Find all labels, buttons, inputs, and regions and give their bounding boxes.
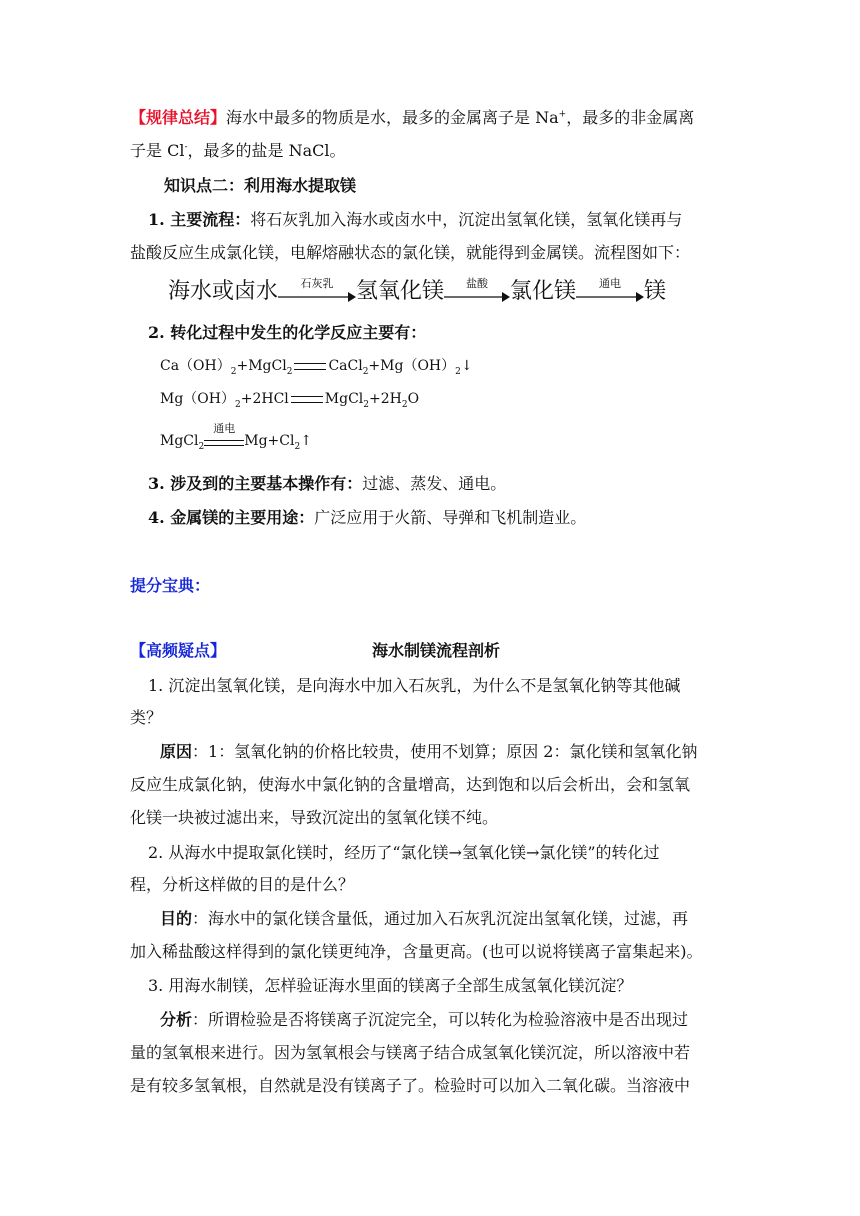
item-1-line-1	[148, 210, 682, 230]
flow-node-magnesium: 镁	[644, 279, 667, 304]
arrow-right-icon	[444, 291, 510, 303]
item-4	[148, 508, 586, 528]
faq-title: 海水制镁流程剖析	[372, 641, 501, 660]
eq2-reactant-b: +2HCl	[240, 391, 289, 407]
a3-label: 分析	[160, 1010, 193, 1029]
a1-label: 原因	[160, 742, 193, 761]
equation-2	[160, 390, 419, 408]
a3-text-1: ：所谓检验是否将镁离子沉淀完全，可以转化为检验溶液中是否出现过	[192, 1010, 689, 1029]
item-4-label: 4. 金属镁的主要用途：	[148, 508, 315, 527]
summary-text-2b: ，最多的盐是 NaCl。	[187, 141, 346, 160]
eq1-reactant-a: Ca（OH）	[160, 358, 231, 374]
a1-line-1	[160, 742, 697, 762]
a3-line-3: 是有较多氢氧根，自然就是没有镁离子了。检验时可以加入二氧化碳。当溶液中	[130, 1076, 691, 1095]
summary-text-1: 海水中最多的物质是水，最多的金属离子是 Na	[226, 108, 559, 127]
flow-node-mg-hydroxide: 氢氧化镁	[356, 279, 445, 304]
flow-arrow-1	[278, 272, 356, 312]
item-3-text: 过滤、蒸发、通电。	[362, 474, 507, 493]
cl-superscript: -	[184, 142, 188, 153]
flow-node-seawater: 海水或卤水	[168, 279, 279, 304]
summary-line-2	[130, 141, 346, 161]
a2-line-1	[160, 909, 688, 929]
arrow-right-icon	[278, 291, 356, 303]
equation-3	[160, 422, 312, 452]
eq2-reactant-a: Mg（OH）	[160, 391, 235, 407]
equals-sign	[204, 440, 244, 446]
condition-equals	[204, 422, 244, 450]
item-4-text: 广泛应用于火箭、导弹和飞机制造业。	[314, 508, 587, 527]
arrow-right-icon	[576, 291, 644, 303]
a1-text-1: ：1：氢氧化钠的价格比较贵，使用不划算；原因 2：氯化镁和氢氧化钠	[192, 742, 698, 761]
eq1-sub-4: 2	[455, 366, 461, 377]
q3-line-1: 3. 用海水制镁，怎样验证海水里面的镁离子全部生成氢氧化镁沉淀？	[148, 976, 633, 995]
flow-arrow-2-label: 盐酸	[466, 277, 489, 290]
eq3-product: Mg+Cl	[244, 433, 295, 449]
a2-label: 目的	[160, 909, 193, 928]
flow-arrow-3	[576, 272, 644, 312]
flow-arrow-1-label: 石灰乳	[300, 277, 334, 290]
summary-text-2a: 子是 Cl	[130, 141, 185, 160]
eq3-reactant: MgCl	[160, 433, 199, 449]
item-1-text-1: 将石灰乳加入海水或卤水中，沉淀出氢氧化镁，氢氧化镁再与	[250, 210, 683, 229]
item-2-label: 2. 转化过程中发生的化学反应主要有：	[148, 323, 427, 342]
eq1-sub-2: 2	[286, 366, 293, 377]
summary-line-1	[130, 108, 694, 128]
faq-tag: 【高频疑点】	[130, 641, 227, 660]
process-flow	[168, 272, 666, 312]
a1-line-2: 反应生成氯化钠，使海水中氯化钠的含量增高，达到饱和以后会析出，会和氢氧	[130, 775, 691, 794]
eq1-sub-1: 2	[230, 366, 237, 377]
eq2-sub-3: 2	[401, 399, 408, 410]
eq1-product-a: CaCl	[328, 358, 363, 374]
eq3-sub-2: 2	[294, 441, 301, 452]
q1-line-2: 类？	[130, 708, 163, 727]
flow-arrow-2	[444, 272, 510, 312]
a1-line-3: 化镁一块被过滤出来，导致沉淀出的氢氧化镁不纯。	[130, 808, 499, 827]
eq3-condition-label: 通电	[213, 422, 236, 435]
summary-text-1-end: ，最多的非金属离	[566, 108, 695, 127]
eq2-product-b: +2H	[369, 391, 402, 407]
equals-sign	[291, 396, 323, 403]
flow-arrow-3-label: 通电	[599, 277, 622, 290]
a2-text-1: ：海水中的氯化镁含量低，通过加入石灰乳沉淀出氢氧化镁，过滤，再	[192, 909, 689, 928]
q2-line-2: 程，分析这样做的目的是什么？	[130, 875, 355, 894]
eq1-reactant-b: +MgCl	[236, 358, 287, 374]
eq2-product-a: MgCl	[324, 391, 364, 407]
q1-line-1: 1. 沉淀出氢氧化镁，是向海水中加入石灰乳，为什么不是氢氧化钠等其他碱	[148, 676, 681, 695]
a3-line-2: 量的氢氧根来进行。因为氢氧根会与镁离子结合成氢氧化镁沉淀，所以溶液中若	[130, 1043, 691, 1062]
eq1-product-b: +Mg（OH）	[368, 358, 456, 374]
knowledge-point-2-title: 知识点二：利用海水提取镁	[164, 176, 357, 195]
q2-line-1: 2. 从海水中提取氯化镁时，经历了“氯化镁→氢氧化镁→氯化镁”的转化过	[148, 843, 660, 862]
equals-sign	[294, 363, 326, 370]
summary-tag: 【规律总结】	[130, 108, 227, 127]
a3-line-1	[160, 1010, 688, 1030]
a2-line-2: 加入稀盐酸这样得到的氯化镁更纯净，含量更高。(也可以说将镁离子富集起来)。	[130, 942, 703, 961]
item-3-label: 3. 涉及到的主要基本操作有：	[148, 474, 363, 493]
eq3-sub-1: 2	[198, 441, 205, 452]
tips-title: 提分宝典：	[130, 576, 211, 595]
gas-arrow-icon: ↑	[300, 433, 312, 449]
equation-1	[160, 357, 473, 375]
eq2-sub-1: 2	[234, 399, 241, 410]
eq2-product-c: O	[407, 391, 420, 407]
flow-node-mg-chloride: 氯化镁	[510, 279, 577, 304]
item-1-label: 1. 主要流程：	[148, 210, 251, 229]
na-superscript: +	[558, 109, 567, 120]
eq2-sub-2: 2	[363, 399, 369, 410]
item-3	[148, 474, 506, 494]
precipitate-arrow-icon: ↓	[460, 358, 473, 374]
item-1-line-2: 盐酸反应生成氯化镁，电解熔融状态的氯化镁，就能得到金属镁。流程图如下：	[130, 243, 691, 262]
eq1-sub-3: 2	[362, 366, 369, 377]
